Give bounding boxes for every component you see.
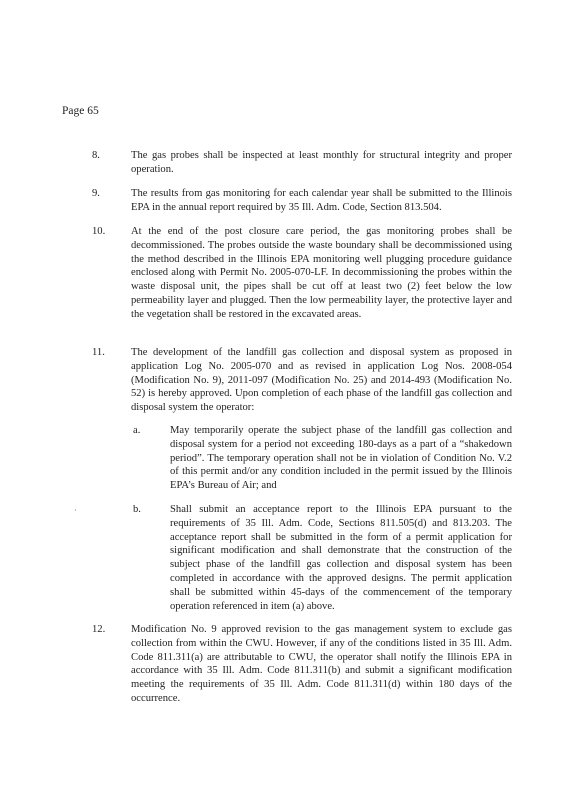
item-number: 8. (92, 150, 100, 161)
condition-item-12 (92, 623, 512, 706)
condition-subitem-b (131, 503, 512, 613)
condition-item-11 (92, 346, 512, 415)
subitem-letter: a. (133, 425, 141, 436)
scan-speck: · (74, 506, 77, 515)
item-number: 12. (92, 624, 106, 635)
condition-item-9 (92, 187, 512, 215)
item-number: 11. (92, 347, 105, 358)
item-text: At the end of the post closure care period, the gas monitoring probes shall be decommissioned. The probes outside the waste boundary shall be decommissioned using the method described in the Illinois EPA monitoring well plugging procedure guidance enclosed along with Permit No. 2005-070-LF. In decommissioning the probes within the waste disposal unit, the pipes shall be cut off at least two (2) feet below the low permeability layer and plugged. Then the low permeability layer, the protective layer and the vegetation shall be restored in the excavated areas. (131, 226, 512, 320)
condition-subitem-a (131, 424, 512, 493)
item-number: 9. (92, 188, 100, 199)
condition-item-8 (92, 149, 512, 177)
item-number: 10. (92, 226, 106, 237)
item-text: Modification No. 9 approved revision to the gas management system to exclude gas collection from within the CWU. However, if any of the conditions listed in 35 Ill. Adm. Code 811.311(a) are attributable to CWU, the operator shall notify the Illinois EPA in accordance with 35 Ill. Adm. Code 811.311(b) and submit a significant modification meeting the requirements of 35 Ill. Adm. Code 811.311(d) within 180 days of the occurrence. (131, 624, 512, 704)
condition-item-10 (92, 225, 512, 322)
item-text: The gas probes shall be inspected at least monthly for structural integrity and proper operation. (131, 150, 512, 175)
page-number: Page 65 (62, 105, 99, 117)
item-text: The development of the landfill gas collection and disposal system as proposed in application Log No. 2005-070 and as revised in application Log Nos. 2008-054 (Modification No. 9), 2011-097 (Modification No. 25) and 2014-493 (Modification No. 52) is hereby approved. Upon completion of each phase of the landfill gas collection and disposal system the operator: (131, 347, 512, 414)
item-text: The results from gas monitoring for each calendar year shall be submitted to the Illinois EPA in the annual report required by 35 Ill. Adm. Code, Section 813.504. (131, 188, 512, 213)
subitem-letter: b. (133, 504, 141, 515)
subitem-text: Shall submit an acceptance report to the Illinois EPA pursuant to the requirements of 35 Ill. Adm. Code, Sections 811.505(d) and 813.203. The acceptance report shall be submitted in the form of a permit application for significant modification and shall demonstrate that the construction of the subject phase of the landfill gas collection and disposal system has been completed in accordance with the approved designs. The permit application shall be submitted within 45-days of the commencement of the temporary operation referenced in item (a) above. (170, 504, 512, 612)
subitem-text: May temporarily operate the subject phase of the landfill gas collection and disposal system for a period not exceeding 180-days as a part of a “shakedown period”. The temporary operation shall not be in violation of Condition No. V.2 of this permit and/or any condition included in the permit issued by the Illinois EPA’s Bureau of Air; and (170, 425, 512, 492)
